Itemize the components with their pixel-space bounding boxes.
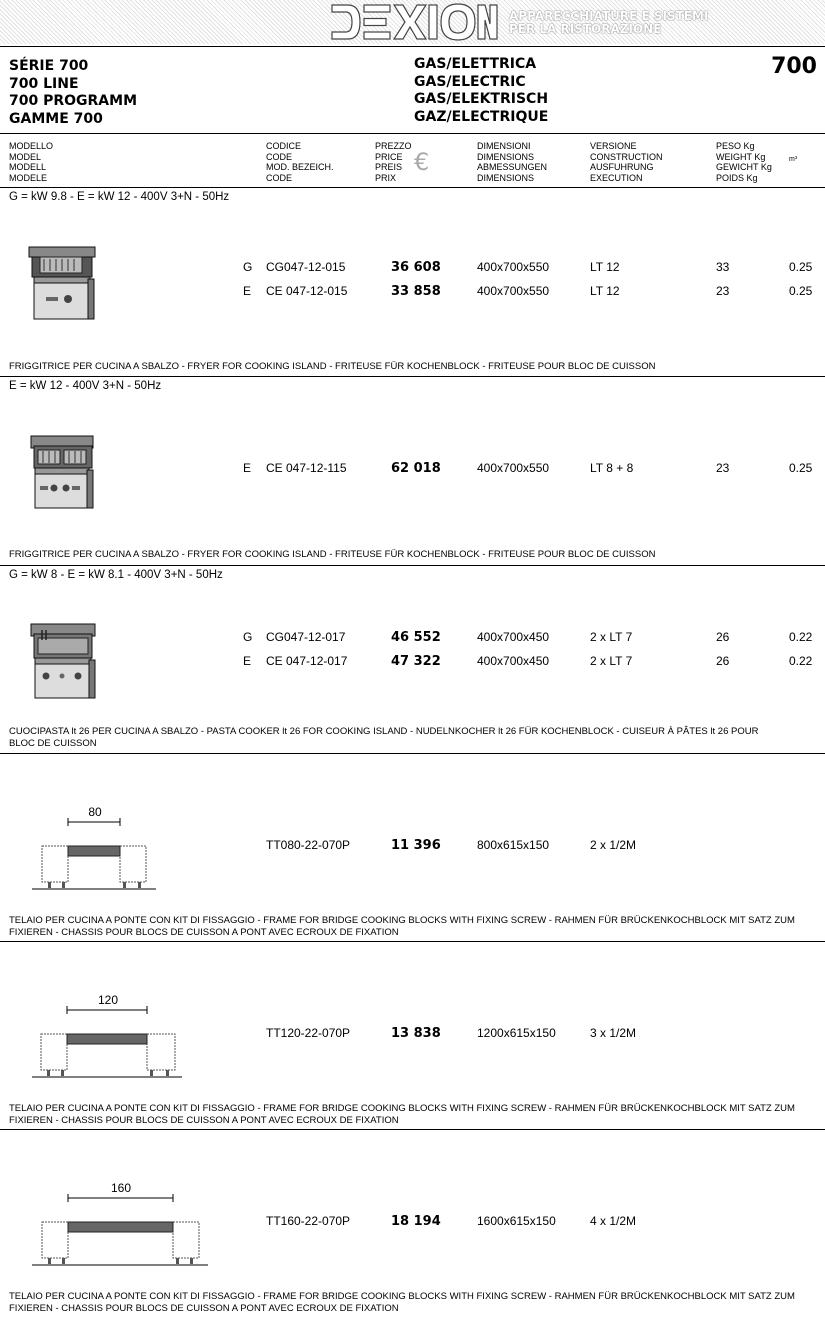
power-spec: G = kW 8 - E = kW 8.1 - 400V 3+N - 50Hz [9, 569, 223, 581]
table-row [0, 630, 825, 648]
column-header-label: DIMENSIONS [477, 172, 535, 183]
description-line: FRIGGITRICE PER CUCINA A SBALZO - FRYER FOR COOKING ISLAND - FRITEUSE FÜR KOCHENBLOCK - FRITEUSE POUR BLOC DE CUISSON [9, 361, 656, 372]
column-header-label: CODE [266, 172, 293, 183]
column-header-label: PRICE [375, 151, 403, 162]
product-type: GAS/ELEKTRISCH [414, 91, 549, 107]
cell-code: TT120-22-070P [266, 1026, 351, 1040]
product-type: GAZ/ELECTRIQUE [414, 108, 549, 125]
column-header-label: MODELL [9, 162, 47, 172]
cell-dimensions: 400x700x550 [477, 461, 550, 475]
series-titles [9, 58, 137, 128]
cell-price: 18 194 [391, 1214, 441, 1229]
cell-dimensions: 400x700x550 [477, 260, 550, 274]
table-row [0, 461, 825, 479]
cell-volume: 0.25 [789, 461, 813, 475]
product-description [9, 726, 824, 749]
cell-weight: 23 [716, 461, 730, 475]
description-line: CUOCIPASTA lt 26 PER CUCINA A SBALZO - PASTA COOKER lt 26 FOR COOKING ISLAND - NUDELNKOCHER lt 26 FÜR KOCHENBLOCK - CUISEUR À PÂTES lt 26 POUR [9, 726, 759, 737]
cell-price: 33 858 [391, 284, 441, 299]
series-number: 700 [771, 54, 817, 79]
table-row [0, 1214, 825, 1232]
column-header-label: PREIS [375, 162, 403, 172]
column-header-label: DIMENSIONI [477, 141, 531, 151]
column-header-label: PREZZO [375, 141, 412, 151]
cell-dimensions: 400x700x450 [477, 654, 550, 668]
frame-width-label: 120 [97, 993, 119, 1007]
column-header-label: MODELLO [9, 141, 54, 151]
table-row [0, 284, 825, 302]
column-header-label: MODEL [9, 151, 42, 162]
cell-code: CE 047-12-115 [266, 461, 347, 475]
column-header-label: CODE [266, 151, 293, 162]
column-header-label: MOD. BEZEICH. [266, 162, 334, 172]
cell-price: 36 608 [391, 260, 441, 275]
column-header-label: WEIGHT Kg [716, 151, 766, 162]
column-header-label: EXECUTION [590, 172, 643, 183]
cell-type: E [243, 654, 252, 668]
product-description [9, 1291, 824, 1314]
cell-version: 2 x 1/2M [590, 838, 637, 852]
column-header-version [590, 141, 663, 183]
description-line: TELAIO PER CUCINA A PONTE CON KIT DI FISSAGGIO - FRAME FOR BRIDGE COOKING BLOCKS WITH FIXING SCREW - RAHMEN FÜR BRÜCKENKOCHBLOCK MIT SATZ ZUM [9, 915, 795, 926]
column-header-code [266, 141, 334, 183]
brand-tagline [509, 10, 708, 36]
cell-weight: 26 [716, 630, 730, 644]
product-type: GAS/ELETTRICA [414, 56, 537, 72]
cell-dimensions: 400x700x550 [477, 284, 550, 298]
description-line: BLOC DE CUISSON [9, 737, 97, 749]
cell-code: CE 047-12-015 [266, 284, 348, 298]
column-header-label: PESO Kg [716, 141, 755, 151]
cell-dimensions: 1200x615x150 [477, 1026, 556, 1040]
column-header-dimensions [477, 141, 547, 183]
cell-version: 2 x LT 7 [590, 654, 633, 668]
cell-price: 13 838 [391, 1026, 441, 1041]
brand-banner [0, 0, 825, 44]
series-title: 700 PROGRAMM [9, 93, 138, 109]
description-line: FIXIEREN - CHASSIS POUR BLOCS DE CUISSON A PONT AVEC ECROUX DE FIXATION [9, 1302, 399, 1314]
cell-price: 47 322 [391, 654, 441, 669]
series-title: GAMME 700 [9, 110, 103, 127]
description-line: TELAIO PER CUCINA A PONTE CON KIT DI FISSAGGIO - FRAME FOR BRIDGE COOKING BLOCKS WITH FIXING SCREW - RAHMEN FÜR BRÜCKENKOCHBLOCK MIT SATZ ZUM [9, 1291, 795, 1302]
column-header-label: GEWICHT Kg [716, 162, 772, 172]
cell-price: 11 396 [391, 838, 441, 853]
cell-version: LT 12 [590, 284, 620, 298]
cell-dimensions: 1600x615x150 [477, 1214, 556, 1228]
cell-weight: 23 [716, 284, 730, 298]
description-line: FIXIEREN - CHASSIS POUR BLOCS DE CUISSON A PONT AVEC ECROUX DE FIXATION [9, 1114, 399, 1126]
power-spec: G = kW 9.8 - E = kW 12 - 400V 3+N - 50Hz [9, 191, 230, 203]
column-header-label: DIMENSIONS [477, 151, 535, 162]
cell-dimensions: 400x700x450 [477, 630, 550, 644]
product-types [414, 56, 548, 126]
cell-code: CE 047-12-017 [266, 654, 348, 668]
cell-dimensions: 800x615x150 [477, 838, 550, 852]
product-description [9, 1103, 824, 1126]
column-header-label: VERSIONE [590, 141, 637, 151]
product-section [0, 566, 825, 753]
product-section [0, 188, 825, 376]
cell-price: 46 552 [391, 630, 441, 645]
cell-volume: 0.22 [789, 630, 813, 644]
cell-weight: 33 [716, 260, 730, 274]
cell-volume: 0.25 [789, 260, 813, 274]
table-row [0, 260, 825, 278]
cell-version: 4 x 1/2M [590, 1214, 637, 1228]
column-header-label: MODELE [9, 172, 48, 183]
frame-width-label: 80 [88, 805, 102, 819]
cell-price: 62 018 [391, 461, 441, 476]
product-description [9, 549, 824, 561]
description-line: FRIGGITRICE PER CUCINA A SBALZO - FRYER FOR COOKING ISLAND - FRITEUSE FÜR KOCHENBLOCK - FRITEUSE POUR BLOC DE CUISSON [9, 549, 656, 560]
description-line: FIXIEREN - CHASSIS POUR BLOCS DE CUISSON A PONT AVEC ECROUX DE FIXATION [9, 926, 399, 938]
column-header-label: PRIX [375, 172, 397, 183]
product-description [9, 361, 824, 373]
cell-code: TT080-22-070P [266, 838, 351, 852]
tagline-line: APPARECCHIATURE E SISTEMI [509, 9, 709, 23]
cell-type: G [243, 260, 253, 274]
cell-code: CG047-12-015 [266, 260, 346, 274]
column-header-label: CONSTRUCTION [590, 151, 663, 162]
series-title: SÉRIE 700 [9, 58, 89, 74]
divider [0, 46, 825, 47]
column-header-label: AUSFUHRUNG [590, 162, 654, 172]
power-spec: E = kW 12 - 400V 3+N - 50Hz [9, 380, 162, 392]
cell-volume: 0.22 [789, 654, 813, 668]
column-header-weight [716, 141, 772, 183]
product-section [0, 942, 825, 1129]
column-header-price [375, 141, 412, 183]
euro-icon: € [414, 148, 430, 176]
cell-version: LT 8 + 8 [590, 461, 634, 475]
cell-version: 3 x 1/2M [590, 1026, 637, 1040]
product-type: GAS/ELECTRIC [414, 73, 526, 90]
column-header-volume: m³ [789, 156, 798, 163]
description-line: TELAIO PER CUCINA A PONTE CON KIT DI FISSAGGIO - FRAME FOR BRIDGE COOKING BLOCKS WITH FIXING SCREW - RAHMEN FÜR BRÜCKENKOCHBLOCK MIT SATZ ZUM [9, 1103, 795, 1114]
cell-volume: 0.25 [789, 284, 813, 298]
frame-width-label: 160 [110, 1181, 132, 1195]
column-header-label: ABMESSUNGEN [477, 162, 548, 172]
divider [0, 133, 825, 134]
cell-version: 2 x LT 7 [590, 630, 633, 644]
product-section [0, 1130, 825, 1318]
cell-weight: 26 [716, 654, 730, 668]
cell-code: TT160-22-070P [266, 1214, 351, 1228]
tagline-line: PER LA RISTORAZIONE [509, 22, 662, 36]
table-row [0, 838, 825, 856]
series-title: 700 LINE [9, 75, 79, 92]
product-description [9, 915, 824, 938]
cell-type: E [243, 284, 252, 298]
cell-version: LT 12 [590, 260, 620, 274]
dexion-logo [330, 2, 498, 42]
table-row [0, 654, 825, 672]
cell-code: CG047-12-017 [266, 630, 346, 644]
product-section [0, 754, 825, 941]
column-header-label: POIDS Kg [716, 172, 758, 183]
column-header-model [9, 141, 53, 183]
table-row [0, 1026, 825, 1044]
cell-type: E [243, 461, 252, 475]
cell-type: G [243, 630, 253, 644]
product-section [0, 377, 825, 565]
column-header-label: CODICE [266, 141, 302, 151]
